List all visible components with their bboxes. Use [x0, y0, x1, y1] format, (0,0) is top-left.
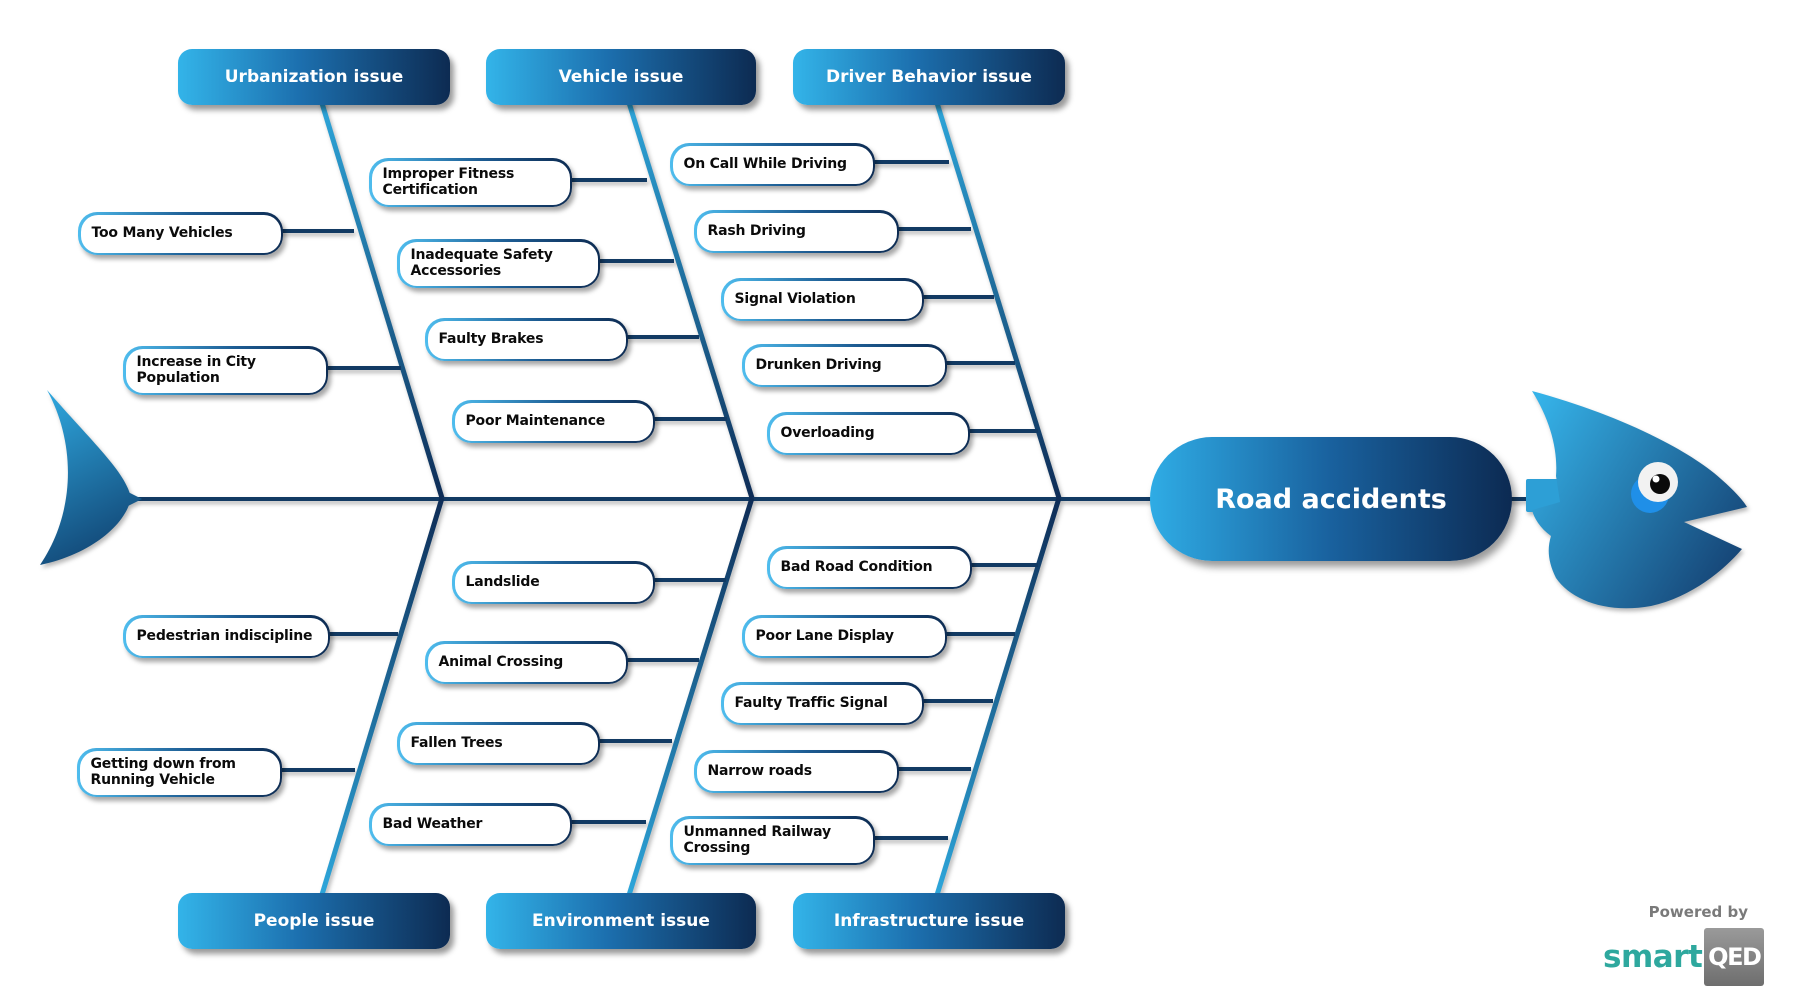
- fish-tail: [40, 390, 142, 565]
- cause-label: Pedestrian indiscipline: [126, 618, 328, 656]
- cause-too-many-vehicles[interactable]: [78, 212, 283, 255]
- cause-drunken-driving[interactable]: [742, 344, 947, 387]
- cause-label: Rash Driving: [697, 213, 897, 251]
- cause-pedestrian-indiscipline[interactable]: [123, 615, 330, 658]
- cause-landslide[interactable]: [452, 561, 655, 604]
- fish-tail-shape: [40, 390, 131, 565]
- cause-label: Animal Crossing: [428, 644, 626, 682]
- cause-label: Faulty Brakes: [428, 321, 626, 359]
- cause-narrow-roads[interactable]: [694, 750, 899, 793]
- effect-node[interactable]: Road accidents: [1150, 437, 1512, 561]
- cause-label: Improper Fitness Certification: [372, 161, 570, 205]
- cause-getting-down-from-running-vehicle[interactable]: [77, 748, 282, 797]
- cause-label: Bad Road Condition: [770, 549, 970, 587]
- cause-on-call-while-driving[interactable]: [670, 143, 875, 186]
- category-urbanization[interactable]: Urbanization issue: [178, 49, 450, 105]
- cause-label: Increase in City Population: [126, 349, 326, 393]
- cause-label: Narrow roads: [697, 753, 897, 791]
- cause-label: On Call While Driving: [673, 146, 873, 184]
- cause-label: Getting down from Running Vehicle: [80, 751, 280, 795]
- cause-faulty-traffic-signal[interactable]: [721, 682, 924, 725]
- fish-eye-pupil: [1650, 474, 1670, 494]
- cause-rash-driving[interactable]: [694, 210, 899, 253]
- cause-label: Inadequate Safety Accessories: [400, 242, 598, 286]
- cause-unmanned-railway-crossing[interactable]: [670, 816, 875, 865]
- cause-signal-violation[interactable]: [721, 278, 924, 321]
- category-vehicle[interactable]: Vehicle issue: [486, 49, 756, 105]
- cause-label: Bad Weather: [372, 806, 570, 844]
- cause-label: Fallen Trees: [400, 725, 598, 763]
- cause-label: Too Many Vehicles: [81, 215, 281, 253]
- category-driver-behavior[interactable]: Driver Behavior issue: [793, 49, 1065, 105]
- branch-line-people: [314, 498, 442, 921]
- cause-label: Faulty Traffic Signal: [724, 685, 922, 723]
- cause-bad-road-condition[interactable]: [767, 546, 972, 589]
- cause-label: Poor Lane Display: [745, 618, 945, 656]
- cause-animal-crossing[interactable]: [425, 641, 628, 684]
- cause-label: Drunken Driving: [745, 347, 945, 385]
- fish-eye-highlight: [1653, 476, 1660, 483]
- cause-overloading[interactable]: [767, 412, 970, 455]
- cause-poor-maintenance[interactable]: [452, 400, 655, 443]
- cause-label: Overloading: [770, 415, 968, 453]
- cause-label: Unmanned Railway Crossing: [673, 819, 873, 863]
- cause-bad-weather[interactable]: [369, 803, 572, 846]
- category-people[interactable]: People issue: [178, 893, 450, 949]
- cause-label: Landslide: [455, 564, 653, 602]
- category-infrastructure[interactable]: Infrastructure issue: [793, 893, 1065, 949]
- cause-label: Poor Maintenance: [455, 403, 653, 441]
- cause-label: Signal Violation: [724, 281, 922, 319]
- cause-improper-fitness-certification[interactable]: [369, 158, 572, 207]
- cause-faulty-brakes[interactable]: [425, 318, 628, 361]
- cause-fallen-trees[interactable]: [397, 722, 600, 765]
- brand-logo: [1603, 928, 1764, 986]
- category-environment[interactable]: Environment issue: [486, 893, 756, 949]
- cause-inadequate-safety-accessories[interactable]: [397, 239, 600, 288]
- brand-qed-badge: QED: [1704, 928, 1764, 986]
- powered-by-label: Powered by: [1648, 903, 1748, 921]
- fish-head: [1526, 391, 1747, 608]
- fish-tail-arrow: [116, 486, 142, 512]
- brand-smart-text: smart: [1603, 938, 1703, 975]
- cause-poor-lane-display[interactable]: [742, 615, 947, 658]
- cause-increase-in-city-population[interactable]: [123, 346, 328, 395]
